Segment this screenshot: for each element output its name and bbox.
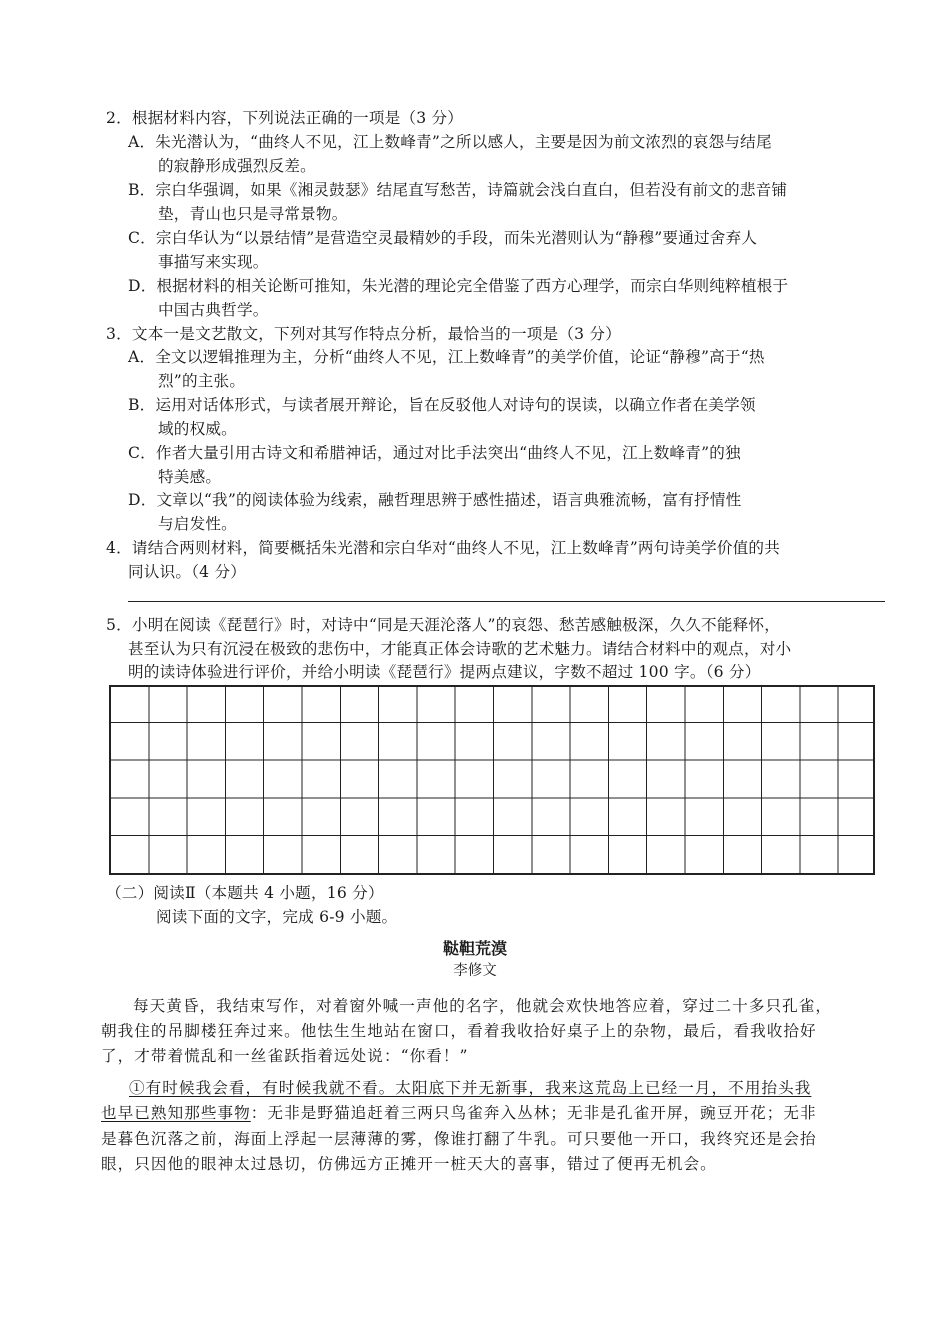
q3-option-b: B．运用对话体形式，与读者展开辩论，旨在反驳他人对诗句的误读，以确立作者在美学领 bbox=[128, 396, 756, 414]
passage-p1-line1: 每天黄昏，我结束写作，对着窗外喊一声他的名字，他就会欢快地答应着，穿过二十多只孔雀， bbox=[133, 997, 833, 1015]
q2-option-c-cont: 事描写来实现。 bbox=[158, 253, 269, 271]
q2-option-d: D．根据材料的相关论断可推知，朱光潜的理论完全借鉴了西方心理学，而宗白华则纯粹植根于 bbox=[128, 277, 789, 295]
q5-answer-grid[interactable] bbox=[109, 685, 875, 875]
q5-stem-cont-2: 明的读诗体验进行评价，并给小明读《琵琶行》提两点建议，字数不超过 100 字。（6 分） bbox=[128, 663, 761, 681]
q4-answer-line[interactable] bbox=[128, 601, 885, 602]
passage-p1-line2: 朝我住的吊脚楼狂奔过来。他怯生生地站在窗口，看着我收拾好桌子上的杂物，最后，看我收拾好 bbox=[101, 1022, 817, 1040]
section-heading: （二）阅读Ⅱ（本题共 4 小题，16 分） bbox=[106, 884, 384, 902]
passage-p2-line2-rest: ：无非是野猫追赶着三两只鸟雀奔入丛林；无非是孔雀开屏，豌豆开花；无非 bbox=[250, 1104, 817, 1122]
passage-p2-line2 bbox=[101, 1102, 817, 1124]
q3-option-a-cont: 烈”的主张。 bbox=[158, 372, 246, 390]
q2-option-b-cont: 垫，青山也只是寻常景物。 bbox=[158, 205, 348, 223]
q3-option-d: D．文章以“我”的阅读体验为线索，融哲理思辨于感性描述，语言典雅流畅，富有抒情性 bbox=[128, 491, 742, 509]
q3-option-d-cont: 与启发性。 bbox=[158, 515, 237, 533]
passage-p1-line3: 了，才带着慌乱和一丝雀跃指着远处说：“你看！” bbox=[101, 1047, 469, 1065]
q5-stem-cont-1: 甚至认为只有沉浸在极致的悲伤中，才能真正体会诗歌的艺术魅力。请结合材料中的观点，对小 bbox=[128, 640, 792, 658]
passage-title: 鞑靼荒漠 bbox=[442, 939, 507, 958]
q3-stem: 3．文本一是文艺散文，下列对其写作特点分析，最恰当的一项是（3 分） bbox=[106, 325, 622, 343]
q2-stem: 2．根据材料内容，下列说法正确的一项是（3 分） bbox=[106, 109, 464, 127]
q4-stem: 4．请结合两则材料，简要概括朱光潜和宗白华对“曲终人不见，江上数峰青”两句诗美学价值的共 bbox=[106, 539, 781, 557]
q3-option-c-cont: 特美感。 bbox=[158, 468, 222, 486]
q2-option-a-cont: 的寂静形成强烈反差。 bbox=[158, 157, 316, 175]
passage-p2-line4: 眼，只因他的眼神太过恳切，仿佛远方正摊开一桩天大的喜事，错过了便再无机会。 bbox=[101, 1155, 717, 1173]
passage-author: 李修文 bbox=[453, 963, 497, 979]
q3-option-c: C．作者大量引用古诗文和希腊神话，通过对比手法突出“曲终人不见，江上数峰青”的独 bbox=[128, 444, 741, 462]
passage-p2-underlined-tail: 也早已熟知那些事物 bbox=[101, 1104, 251, 1122]
q2-option-b: B．宗白华强调，如果《湘灵鼓瑟》结尾直写愁苦，诗篇就会浅白直白，但若没有前文的悲音铺 bbox=[128, 181, 788, 199]
passage-p2-line3: 是暮色沉落之前，海面上浮起一层薄薄的雾，像谁打翻了牛乳。可只要他一开口，我终究还是会抬 bbox=[101, 1130, 817, 1148]
q5-stem: 5．小明在阅读《琵琶行》时，对诗中“同是天涯沦落人”的哀怨、愁苦感触极深，久久不能释怀， bbox=[106, 616, 781, 634]
q3-option-a: A．全文以逻辑推理为主，分析“曲终人不见，江上数峰青”的美学价值，论证“静穆”高于“热 bbox=[128, 348, 765, 366]
section-instruction: 阅读下面的文字，完成 6-9 小题。 bbox=[156, 908, 398, 926]
q3-option-b-cont: 域的权威。 bbox=[158, 420, 237, 438]
q4-stem-cont: 同认识。（4 分） bbox=[128, 563, 247, 581]
passage-p2-line1-underlined: ①有时候我会看，有时候我就不看。太阳底下并无新事，我来这荒岛上已经一月，不用抬头我 bbox=[129, 1079, 812, 1097]
q2-option-a: A．朱光潜认为，“曲终人不见，江上数峰青”之所以感人，主要是因为前文浓烈的哀怨与结尾 bbox=[128, 133, 772, 151]
q2-option-c: C．宗白华认为“以景结情”是营造空灵最精妙的手段，而朱光潜则认为“静穆”要通过舍弃人 bbox=[128, 229, 758, 247]
q2-option-d-cont: 中国古典哲学。 bbox=[158, 301, 269, 319]
